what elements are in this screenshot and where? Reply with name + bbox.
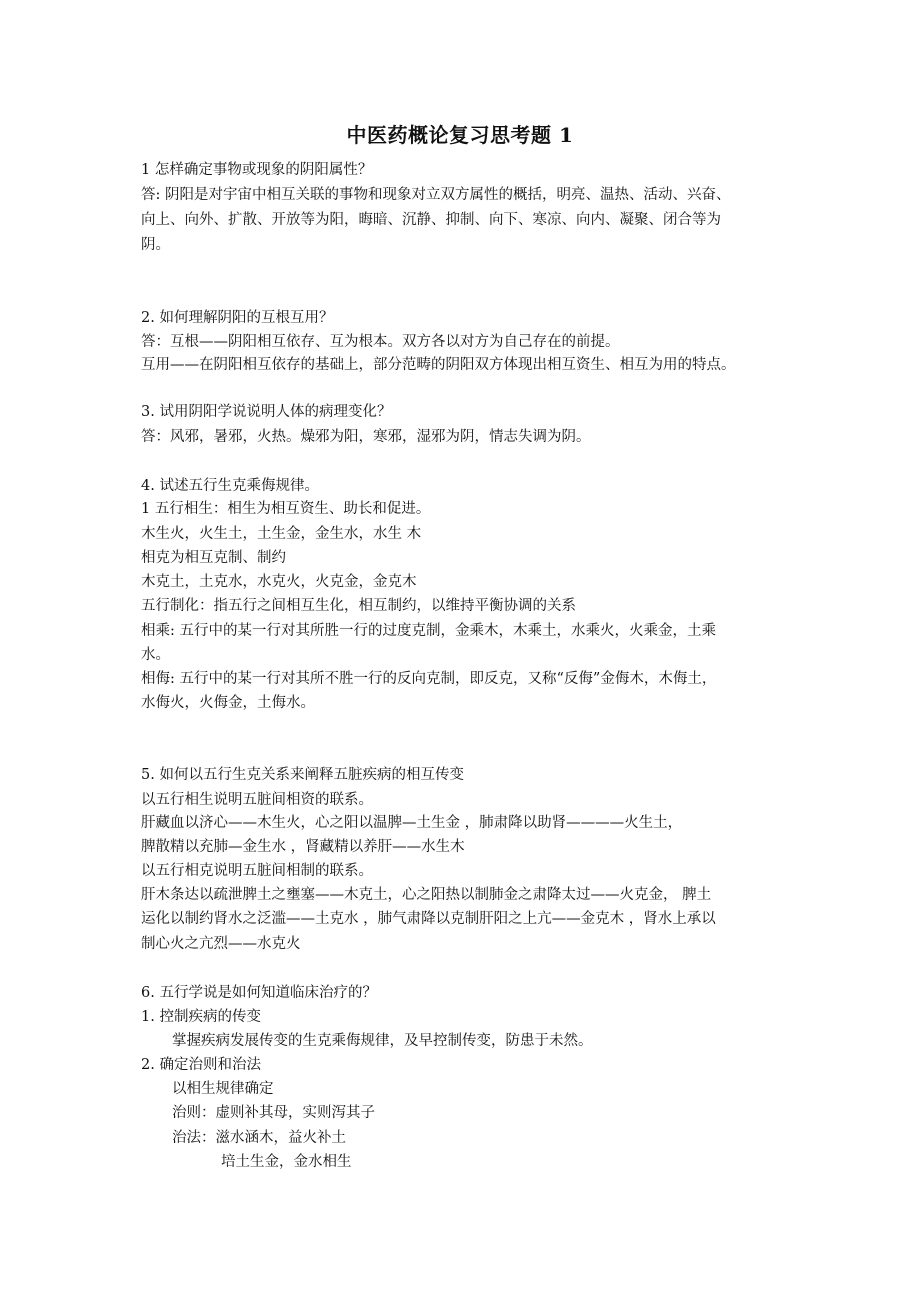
question-2: 2. 如何理解阴阳的互根互用？ bbox=[141, 310, 334, 326]
question-3: 3. 试用阴阳学说说明人体的病理变化？ bbox=[141, 404, 392, 420]
answer-5-line: 运化以制约肾水之泛滥——土克水 ，肺气肃降以克制肝阳之上亢——金克木 ，肾水上承以 bbox=[141, 911, 716, 927]
answer-1-line: 答: 阴阳是对宇宙中相互关联的事物和现象对立双方属性的概括，明亮、温热、活动、兴奋、 bbox=[141, 187, 731, 203]
answer-2-line: 答：互根——阴阳相互依存、互为根本。双方各以对方为自己存在的前提。 bbox=[141, 334, 620, 350]
answer-1-line: 阴。 bbox=[141, 237, 170, 253]
answer-5-line: 肝木条达以疏泄脾土之壅塞——木克土，心之阳热以制肺金之肃降太过——火克金， 脾土 bbox=[141, 887, 712, 903]
answer-4-line: 木生火，火生土，土生金，金生水，水生 木 bbox=[141, 526, 422, 542]
answer-5-line: 肝藏血以济心——木生火，心之阳以温脾—土生金 ，肺肃降以助肾————火生土， bbox=[141, 815, 683, 831]
answer-5-line: 以五行相生说明五脏间相资的联系。 bbox=[141, 792, 373, 808]
answer-5-line: 制心火之亢烈——水克火 bbox=[141, 936, 301, 952]
treatment-principle: 治则：虚则补其母，实则泻其子 bbox=[172, 1105, 375, 1121]
answer-4-line: 1 五行相生：相生为相互资生、助长和促进。 bbox=[141, 501, 431, 517]
answer-4-line: 木克土，土克水，水克火，火克金，金克木 bbox=[141, 574, 417, 590]
answer-4-line: 相克为相互克制、制约 bbox=[141, 550, 286, 566]
answer-5-line: 脾散精以充肺—金生水 ，肾藏精以养肝——水生木 bbox=[141, 839, 465, 855]
treatment-method-continued: 培土生金，金水相生 bbox=[221, 1154, 352, 1170]
treatment-method: 治法：滋水涵木，益火补土 bbox=[172, 1130, 346, 1146]
question-6: 6. 五行学说是如何知道临床治疗的？ bbox=[141, 985, 377, 1001]
answer-4-line: 相乘: 五行中的某一行对其所胜一行的过度克制，金乘木，木乘土，水乘火，火乘金，土乘 bbox=[141, 623, 716, 639]
answer-4-line: 水侮火，火侮金，土侮水。 bbox=[141, 695, 315, 711]
answer-5-line: 以五行相克说明五脏间相制的联系。 bbox=[141, 863, 373, 879]
subsection-heading: 2. 确定治则和治法 bbox=[141, 1057, 261, 1073]
subsection-text: 掌握疾病发展传变的生克乘侮规律，及早控制传变，防患于未然。 bbox=[172, 1033, 593, 1049]
question-5: 5. 如何以五行生克关系来阐释五脏疾病的相互传变 bbox=[141, 767, 464, 783]
answer-4-line: 相侮: 五行中的某一行对其所不胜一行的反向克制，即反克，又称“反侮”金侮木，木侮土， bbox=[141, 671, 717, 687]
answer-3-line: 答：风邪，暑邪，火热。燥邪为阳，寒邪，湿邪为阴，情志失调为阴。 bbox=[141, 429, 591, 445]
subsection-text: 以相生规律确定 bbox=[172, 1081, 274, 1097]
answer-1-line: 向上、向外、扩散、开放等为阳，晦暗、沉静、抑制、向下、寒凉、向内、凝聚、闭合等为 bbox=[141, 212, 721, 228]
answer-4-line: 五行制化：指五行之间相互生化，相互制约，以维持平衡协调的关系 bbox=[141, 598, 576, 614]
question-1: 1 怎样确定事物或现象的阴阳属性？ bbox=[141, 162, 373, 178]
question-4: 4. 试述五行生克乘侮规律。 bbox=[141, 478, 319, 494]
answer-4-line: 水。 bbox=[141, 647, 170, 663]
document-title: 中医药概论复习思考题 1 bbox=[346, 123, 574, 147]
subsection-heading: 1. 控制疾病的传变 bbox=[141, 1009, 261, 1025]
answer-2-line: 互用——在阴阳相互依存的基础上，部分范畴的阴阳双方体现出相互资生、相互为用的特点。 bbox=[141, 357, 736, 373]
